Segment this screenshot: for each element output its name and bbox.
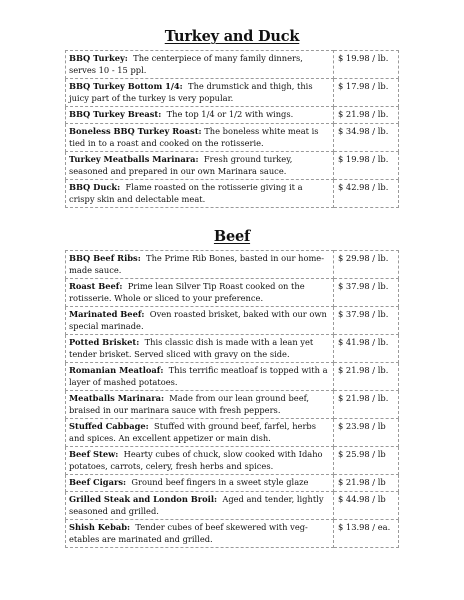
item-price: $ 19.98 / lb. <box>334 152 399 180</box>
item-price: $ 29.98 / lb. <box>334 251 399 279</box>
menu-row <box>66 152 399 180</box>
menu-row <box>66 391 399 419</box>
item-name: Shish Kebab: <box>69 522 131 532</box>
menu-row <box>66 180 399 208</box>
item-name: BBQ Turkey Bottom 1/4: <box>69 81 183 91</box>
menu-row <box>66 107 399 124</box>
item-price: $ 34.98 / lb. <box>334 124 399 152</box>
item-description: Prime lean Silver Tip Roast cooked on the rotisserie. Whole or sliced to your preference. <box>69 281 305 303</box>
item-description: This terrific meatloaf is topped with a layer of mashed potatoes. <box>69 365 328 387</box>
item-description-cell <box>66 124 334 152</box>
menu-row <box>66 79 399 107</box>
item-name: Marinated Beef: <box>69 309 145 319</box>
menu-row <box>66 492 399 520</box>
menu-row <box>66 251 399 279</box>
item-description-cell <box>66 419 334 447</box>
item-price: $ 13.98 / ea. <box>334 520 399 548</box>
item-name: Grilled Steak and London Broil: <box>69 494 218 504</box>
item-price: $ 37.98 / lb. <box>334 279 399 307</box>
item-name: Beef Cigars: <box>69 477 127 487</box>
item-description: Fresh ground turkey, seasoned and prepared in our own Marinara sauce. <box>69 154 293 176</box>
item-description: The boneless white meat is tied in to a roast and cooked on the rotisserie. <box>69 126 319 148</box>
item-price: $ 21.98 / lb. <box>334 107 399 124</box>
menu-row <box>66 335 399 363</box>
item-name: BBQ Turkey: <box>69 53 128 63</box>
item-description-cell <box>66 51 334 79</box>
item-description-cell <box>66 180 334 208</box>
item-price: $ 41.98 / lb. <box>334 335 399 363</box>
item-description-cell <box>66 492 334 520</box>
item-name: Potted Brisket: <box>69 337 140 347</box>
item-description-cell <box>66 279 334 307</box>
item-description: Made from our lean ground beef, braised in our marinara sauce with fresh peppers. <box>69 393 310 415</box>
item-name: Turkey Meatballs Marinara: <box>69 154 199 164</box>
item-description-cell <box>66 152 334 180</box>
menu-table-turkey-duck <box>65 50 399 208</box>
menu-row <box>66 419 399 447</box>
item-price: $ 21.98 / lb. <box>334 391 399 419</box>
item-price: $ 21.98 / lb. <box>334 363 399 391</box>
section-title-beef: Beef <box>213 228 251 245</box>
menu-row <box>66 51 399 79</box>
item-description: Oven roasted brisket, baked with our own special marinade. <box>69 309 327 331</box>
item-description-cell <box>66 363 334 391</box>
menu-row <box>66 520 399 548</box>
menu-row <box>66 475 399 492</box>
item-name: Stuffed Cabbage: <box>69 421 149 431</box>
item-description-cell <box>66 335 334 363</box>
item-price: $ 44.98 / lb <box>334 492 399 520</box>
item-description: Stuffed with ground beef, farfel, herbs and spices. An excellent appetizer or main dish. <box>69 421 316 443</box>
item-description: Aged and tender, lightly seasoned and grilled. <box>69 494 324 516</box>
item-name: Meatballs Marinara: <box>69 393 165 403</box>
item-description: Tender cubes of beef skewered with veg-etables are marinated and grilled. <box>69 522 308 544</box>
item-description: The Prime Rib Bones, basted in our home-made sauce. <box>69 253 325 275</box>
menu-row <box>66 279 399 307</box>
menu-row <box>66 447 399 475</box>
item-description-cell <box>66 475 334 492</box>
item-price: $ 21.98 / lb <box>334 475 399 492</box>
item-description: The top 1/4 or 1/2 with wings. <box>166 109 294 119</box>
menu-row <box>66 363 399 391</box>
item-description-cell <box>66 307 334 335</box>
item-description-cell <box>66 447 334 475</box>
section-title-turkey-duck: Turkey and Duck <box>164 28 300 45</box>
item-name: BBQ Duck: <box>69 182 121 192</box>
item-name: BBQ Beef Ribs: <box>69 253 141 263</box>
menu-row <box>66 307 399 335</box>
item-price: $ 23.98 / lb <box>334 419 399 447</box>
item-description-cell <box>66 520 334 548</box>
item-price: $ 19.98 / lb. <box>334 51 399 79</box>
item-name: Beef Stew: <box>69 449 119 459</box>
item-name: BBQ Turkey Breast: <box>69 109 162 119</box>
item-description: Hearty cubes of chuck, slow cooked with Idaho potatoes, carrots, celery, fresh herbs and spices. <box>69 449 323 471</box>
item-description-cell <box>66 107 334 124</box>
item-description: The centerpiece of many family dinners, serves 10 - 15 ppl. <box>69 53 303 75</box>
item-description: Ground beef fingers in a sweet style glaze <box>131 477 309 487</box>
item-description: Flame roasted on the rotisserie giving it a crispy skin and delectable meat. <box>69 182 303 204</box>
item-description-cell <box>66 391 334 419</box>
menu-table-beef <box>65 250 399 548</box>
item-name: Boneless BBQ Turkey Roast: <box>69 126 202 136</box>
item-price: $ 42.98 / lb. <box>334 180 399 208</box>
item-description-cell <box>66 79 334 107</box>
item-name: Roast Beef: <box>69 281 123 291</box>
item-description-cell <box>66 251 334 279</box>
item-price: $ 37.98 / lb. <box>334 307 399 335</box>
item-description: The drumstick and thigh, this juicy part of the turkey is very popular. <box>69 81 313 103</box>
item-description: This classic dish is made with a lean yet tender brisket. Served sliced with gravy on the side. <box>69 337 314 359</box>
item-price: $ 25.98 / lb <box>334 447 399 475</box>
menu-row <box>66 124 399 152</box>
item-name: Romanian Meatloaf: <box>69 365 164 375</box>
item-price: $ 17.98 / lb. <box>334 79 399 107</box>
